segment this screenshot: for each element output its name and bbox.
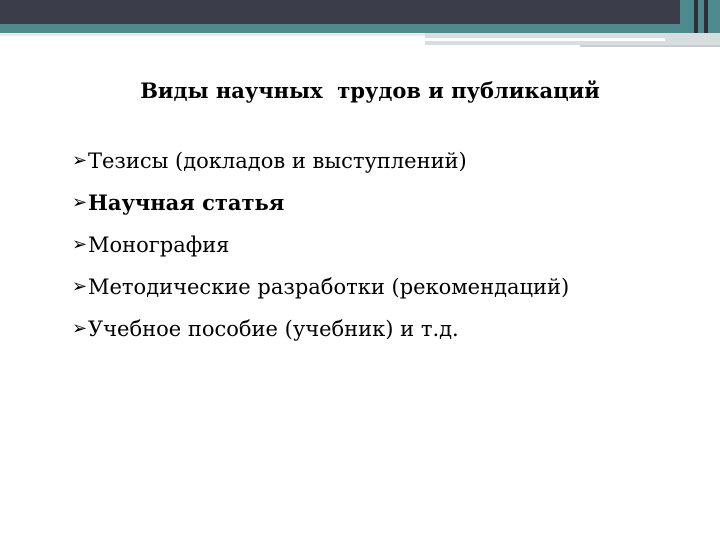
list-item-text: Тезисы (докладов и выступлений) xyxy=(88,149,467,173)
arrowhead-bullet-icon: ➢ xyxy=(72,318,88,339)
header-light-line xyxy=(0,33,425,36)
arrowhead-bullet-icon: ➢ xyxy=(72,192,88,213)
header-gray-line xyxy=(580,45,720,47)
list-item xyxy=(72,308,569,350)
publication-types-list xyxy=(72,140,569,350)
arrowhead-bullet-icon: ➢ xyxy=(72,234,88,255)
list-item-text: Научная статья xyxy=(88,190,285,215)
header-teal-stripe xyxy=(0,24,720,33)
list-item xyxy=(72,140,569,182)
arrowhead-bullet-icon: ➢ xyxy=(72,276,88,297)
header-white-line xyxy=(425,38,665,41)
arrowhead-bullet-icon: ➢ xyxy=(72,150,88,171)
list-item-text: Методические разработки (рекомендаций) xyxy=(88,275,570,299)
list-item xyxy=(72,182,569,224)
list-item xyxy=(72,266,569,308)
list-item-text: Монография xyxy=(88,233,230,257)
slide-title: Виды научных трудов и публикаций xyxy=(140,78,600,103)
header-band xyxy=(0,0,720,24)
list-item-text: Учебное пособие (учебник) и т.д. xyxy=(88,317,459,341)
list-item xyxy=(72,224,569,266)
